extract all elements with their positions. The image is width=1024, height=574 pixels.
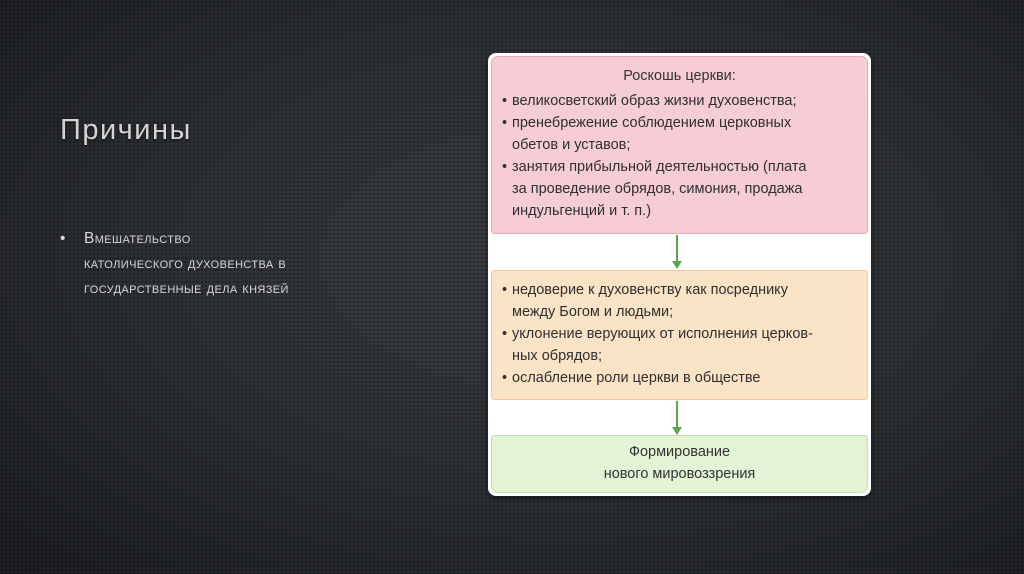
item-text xyxy=(512,367,761,389)
item-text xyxy=(512,279,788,323)
item-line: ных обрядов; xyxy=(512,348,603,364)
bullet-text xyxy=(84,226,289,301)
box-luxury-of-church xyxy=(491,56,868,234)
result-line: нового мировоззрения xyxy=(603,466,756,482)
item-text xyxy=(512,112,791,156)
bullet-line: католического духовенства в xyxy=(84,255,287,272)
item-text xyxy=(512,323,813,367)
item-line: уклонение верующих от исполнения церков- xyxy=(512,326,813,342)
bullet-dot: • xyxy=(502,282,508,298)
box-consequences xyxy=(491,270,868,400)
item-line: между Богом и людьми; xyxy=(512,304,674,320)
item-line: обетов и уставов; xyxy=(512,137,631,153)
list-item xyxy=(502,279,867,323)
bullet-dot: • xyxy=(502,370,508,386)
list-item xyxy=(502,367,867,389)
box-result xyxy=(491,435,868,493)
bullet-mark: • xyxy=(60,230,66,247)
list-item xyxy=(502,90,867,112)
result-text xyxy=(492,436,867,485)
item-text xyxy=(512,156,806,222)
bullet-dot: • xyxy=(502,93,508,109)
bullet-dot: • xyxy=(502,159,508,175)
item-line: ослабление роли церкви в обществе xyxy=(512,370,761,386)
result-line: Формирование xyxy=(628,444,731,460)
bullet-line: Вмешательство xyxy=(84,230,191,247)
list-item xyxy=(502,323,867,367)
bullet-item xyxy=(60,226,380,301)
item-line: занятия прибыльной деятельностью (плата xyxy=(512,159,807,175)
item-text xyxy=(512,90,797,112)
slide-title: Причины xyxy=(60,114,192,146)
bullet-dot: • xyxy=(502,115,508,131)
causes-list xyxy=(492,90,867,222)
bullet-dot: • xyxy=(502,326,508,342)
item-line: великосветский образ жизни духовенства; xyxy=(512,93,797,109)
item-line: пренебрежение соблюдением церковных xyxy=(512,115,792,131)
bullet-line: государственные дела князей xyxy=(84,280,289,297)
consequences-list xyxy=(492,271,867,389)
flow-diagram xyxy=(488,53,871,496)
item-line: за проведение обрядов, симония, продажа xyxy=(512,181,803,197)
list-item xyxy=(502,156,867,222)
item-line: индульгенций и т. п.) xyxy=(512,203,652,219)
box-heading: Роскошь церкви: xyxy=(623,68,736,84)
list-item xyxy=(502,112,867,156)
bullet-list xyxy=(60,226,380,301)
item-line: недоверие к духовенству как посреднику xyxy=(512,282,788,298)
